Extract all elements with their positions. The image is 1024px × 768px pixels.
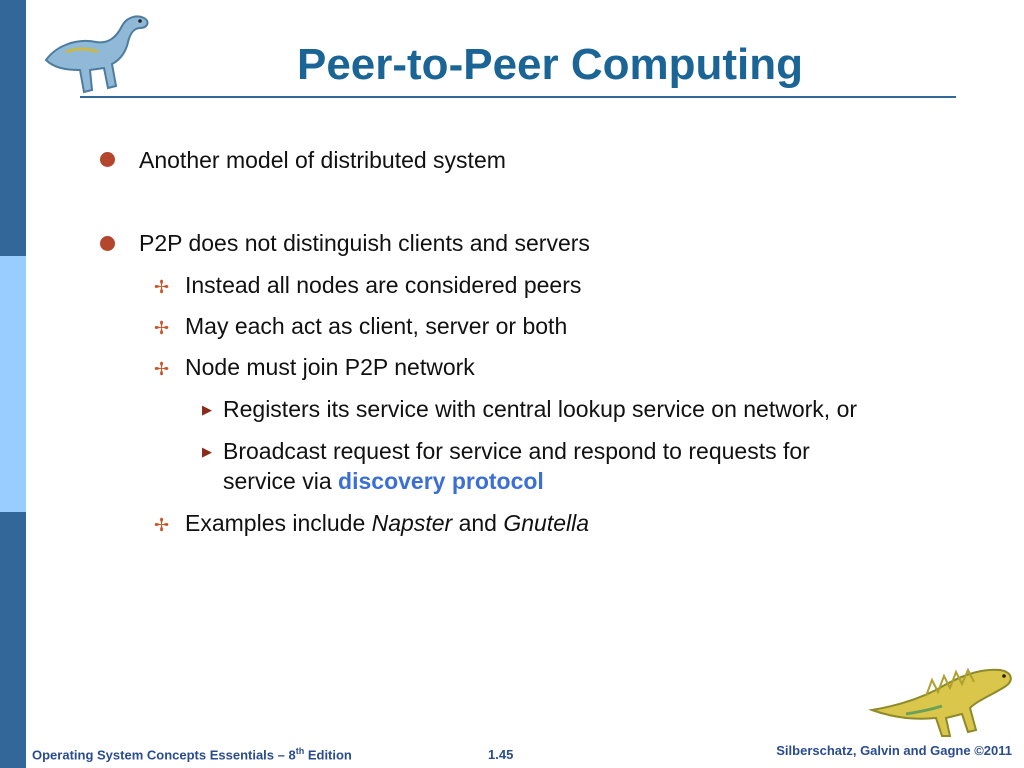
cross-bullet-icon: ✢ [154, 277, 170, 297]
sub-sub-bullet-text-line2 [223, 466, 544, 496]
footer-title-suffix: Edition [304, 747, 352, 762]
lizard-logo-icon [866, 660, 1016, 740]
left-stripe-middle [0, 256, 26, 512]
left-stripe-top [0, 0, 26, 256]
left-stripe-bottom [0, 512, 26, 768]
slide-title: Peer-to-Peer Computing [296, 40, 804, 89]
footer-title-sup: th [295, 745, 305, 756]
discovery-protocol-term: discovery protocol [338, 468, 544, 494]
footer-book-title [32, 746, 352, 762]
title-underline [80, 96, 956, 98]
sub-bullet-text: Node must join P2P network [185, 354, 475, 380]
discovery-prefix: service via [223, 468, 339, 494]
bullet-dot-icon [100, 236, 115, 251]
examples-prefix: Examples include [185, 510, 372, 536]
gnutella-term: Gnutella [503, 510, 590, 536]
examples-connector: and [452, 510, 504, 536]
sub-bullet-text: May each act as client, server or both [185, 313, 568, 339]
sub-sub-bullet-text: Registers its service with central lookup service on network, or [223, 396, 858, 422]
dinosaur-logo-icon [36, 8, 156, 98]
napster-term: Napster [371, 510, 453, 536]
bullet-text: P2P does not distinguish clients and servers [139, 230, 590, 256]
bullet-dot-icon [100, 152, 115, 167]
triangle-bullet-icon: ▶ [202, 402, 212, 417]
examples-text [185, 508, 589, 538]
sub-bullet-text: Instead all nodes are considered peers [185, 272, 582, 298]
footer-title-prefix: Operating System Concepts Essentials – 8 [32, 747, 296, 762]
footer-page-number: 1.45 [488, 747, 514, 762]
cross-bullet-icon: ✢ [154, 359, 170, 379]
cross-bullet-icon: ✢ [154, 515, 170, 535]
bullet-text: Another model of distributed system [139, 147, 506, 173]
cross-bullet-icon: ✢ [154, 318, 170, 338]
sub-sub-bullet-text-line1: Broadcast request for service and respond to requests for [223, 438, 810, 464]
triangle-bullet-icon: ▶ [202, 444, 212, 459]
footer-authors: Silberschatz, Galvin and Gagne ©2011 [776, 743, 1012, 758]
